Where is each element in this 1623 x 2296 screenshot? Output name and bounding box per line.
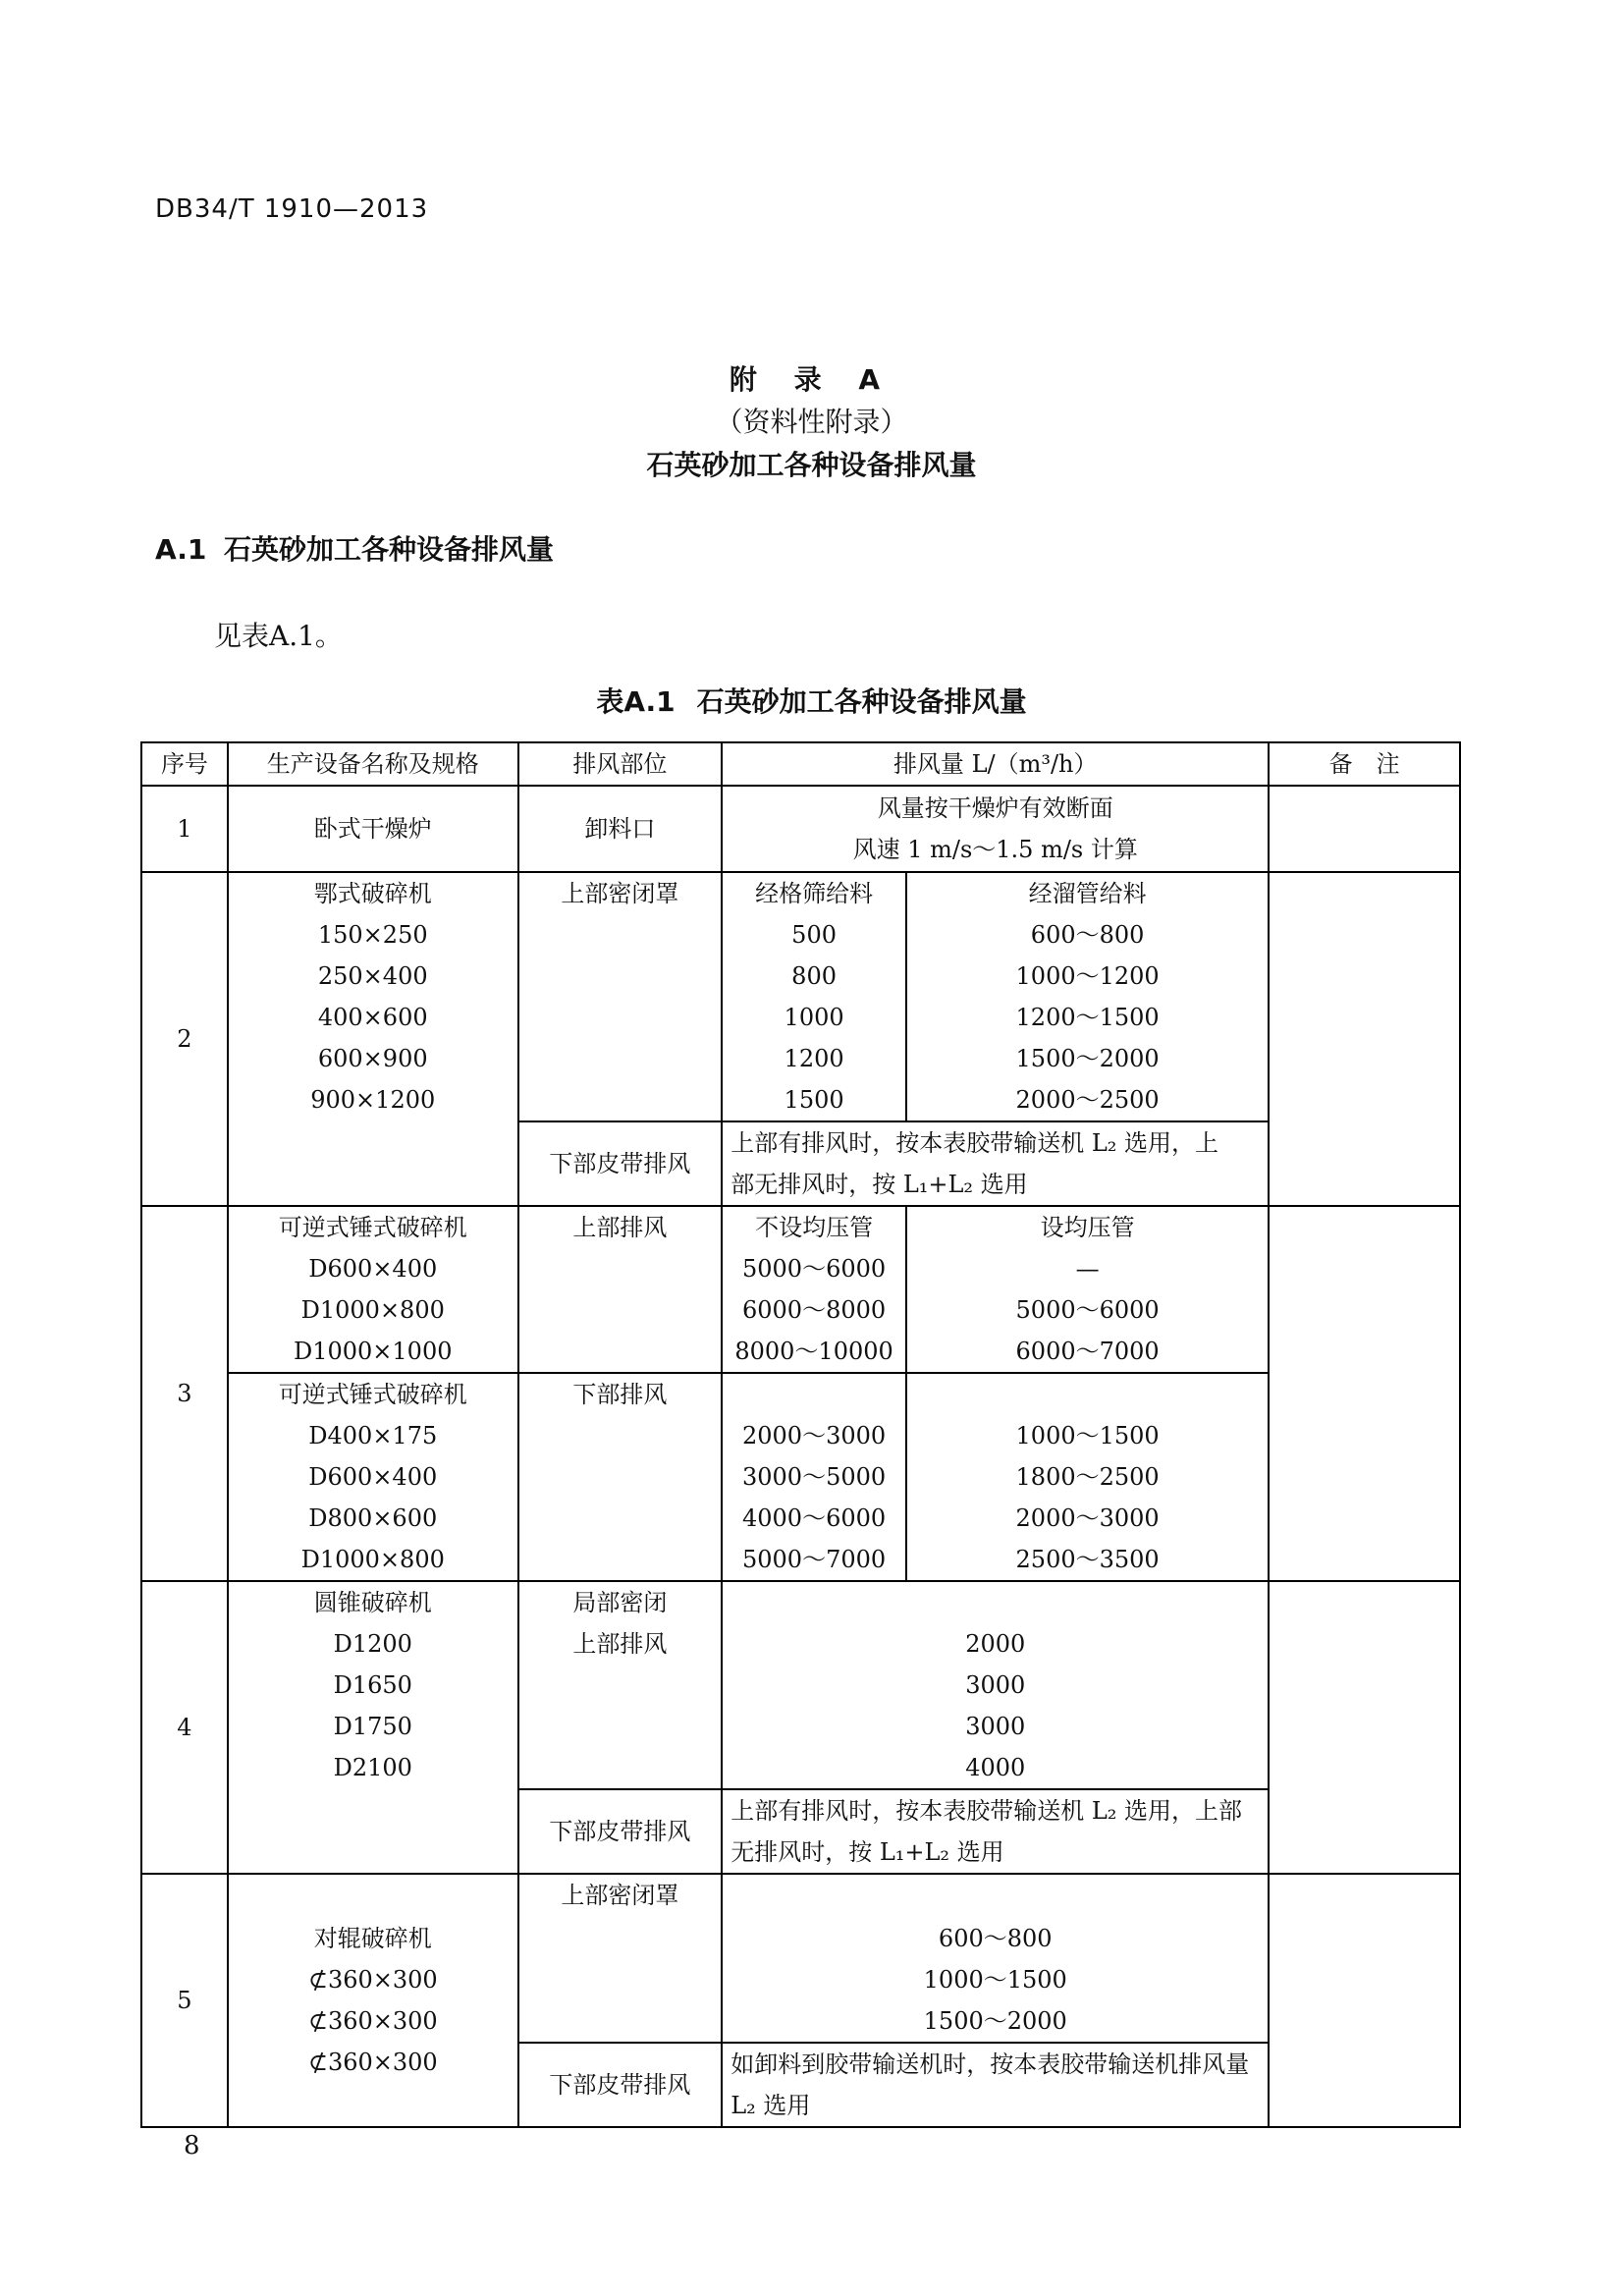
row5-volume-value: 600～800 bbox=[938, 1925, 1053, 1952]
row5-bottom-note: 如卸料到胶带输送机时，按本表胶带输送机排风量 L₂ 选用 bbox=[722, 2043, 1269, 2127]
row2-col-b-header: 经溜管给料 bbox=[1028, 880, 1147, 907]
row3-col-b-value: 6000～7000 bbox=[1015, 1338, 1160, 1365]
row2-col-b-value: 1500～2000 bbox=[1015, 1045, 1160, 1072]
row5-position-top: 上部密闭罩 bbox=[518, 1874, 723, 2043]
row5-volume-value: 1500～2000 bbox=[923, 2007, 1067, 2035]
row1-remark bbox=[1269, 786, 1460, 872]
row1-volume-line2: 风速 1 m/s～1.5 m/s 计算 bbox=[852, 836, 1138, 863]
row4-position-top bbox=[518, 1581, 723, 1789]
row2-bottom-note-line1: 上部有排风时，按本表胶带输送机 L₂ 选用，上 bbox=[730, 1129, 1219, 1157]
row3-equipment-a bbox=[228, 1206, 518, 1373]
row4-bottom-note-line1: 上部有排风时，按本表胶带输送机 L₂ 选用，上部 bbox=[730, 1797, 1243, 1825]
row3-spec: D400×175 bbox=[308, 1422, 438, 1449]
row3-col-b-a bbox=[906, 1206, 1269, 1373]
row3-col-a-value: 2000～3000 bbox=[742, 1422, 887, 1449]
row4-bottom-note bbox=[722, 1789, 1269, 1874]
row3-col-a-value: 4000～6000 bbox=[742, 1504, 887, 1532]
row1-volume bbox=[722, 786, 1269, 872]
row2-col-b-value: 1000～1200 bbox=[1015, 962, 1160, 990]
row3-col-b-b bbox=[906, 1373, 1269, 1581]
table-caption-title: 石英砂加工各种设备排风量 bbox=[696, 685, 1027, 718]
row2-spec: 900×1200 bbox=[310, 1086, 436, 1114]
table-row bbox=[141, 872, 1460, 1121]
row4-position-line2: 上部排风 bbox=[572, 1630, 668, 1658]
row2-position-bottom: 下部皮带排风 bbox=[518, 1121, 723, 1206]
row4-volume-value: 3000 bbox=[965, 1671, 1026, 1699]
row3-col-b-value: 2500～3500 bbox=[1015, 1546, 1160, 1573]
row3-col-a-value: 5000～6000 bbox=[742, 1255, 887, 1283]
row4-seq: 4 bbox=[141, 1581, 228, 1874]
row3-equipment-name: 可逆式锤式破碎机 bbox=[278, 1381, 467, 1408]
row2-col-b-value: 1200～1500 bbox=[1015, 1004, 1160, 1031]
header-position: 排风部位 bbox=[518, 742, 723, 786]
row5-remark bbox=[1269, 1874, 1460, 2127]
header-equipment: 生产设备名称及规格 bbox=[228, 742, 518, 786]
row5-volume-value: 1000～1500 bbox=[923, 1966, 1067, 1994]
row3-col-b-value: 2000～3000 bbox=[1015, 1504, 1160, 1532]
table-row bbox=[141, 1373, 1460, 1581]
row4-spec: D1750 bbox=[333, 1713, 412, 1740]
row4-spec: D1200 bbox=[333, 1630, 412, 1658]
row1-equipment: 卧式干燥炉 bbox=[228, 786, 518, 872]
row2-position-top: 上部密闭罩 bbox=[518, 872, 723, 1121]
row4-position-line1: 局部密闭 bbox=[572, 1589, 668, 1616]
row2-spec: 250×400 bbox=[317, 962, 428, 990]
row2-col-b-value: 600～800 bbox=[1030, 921, 1145, 949]
row2-col-a-value: 1500 bbox=[784, 1086, 844, 1114]
header-remark: 备 注 bbox=[1269, 742, 1460, 786]
row2-equipment bbox=[228, 872, 518, 1206]
row3-position-a: 上部排风 bbox=[518, 1206, 723, 1373]
row5-position-bottom: 下部皮带排风 bbox=[518, 2043, 723, 2127]
row1-volume-line1: 风量按干燥炉有效断面 bbox=[877, 794, 1113, 822]
row3-col-b-header: 设均压管 bbox=[1040, 1214, 1135, 1241]
row5-spec: ⊄360×300 bbox=[307, 2007, 438, 2035]
row1-seq: 1 bbox=[141, 786, 228, 872]
row2-col-a-value: 1000 bbox=[784, 1004, 844, 1031]
row2-spec: 150×250 bbox=[317, 921, 428, 949]
row2-bottom-note bbox=[722, 1121, 1269, 1206]
row3-spec: D1000×1000 bbox=[293, 1338, 453, 1365]
row3-spec: D1000×800 bbox=[300, 1546, 445, 1573]
row1-position: 卸料口 bbox=[518, 786, 723, 872]
row2-col-a-header: 经格筛给料 bbox=[755, 880, 874, 907]
row4-position-bottom: 下部皮带排风 bbox=[518, 1789, 723, 1874]
page-number: 8 bbox=[184, 2131, 200, 2160]
standard-code: DB34/T 1910—2013 bbox=[155, 194, 429, 224]
row4-equipment-name: 圆锥破碎机 bbox=[313, 1589, 432, 1616]
row2-col-a-value: 500 bbox=[791, 921, 837, 949]
row4-equipment bbox=[228, 1581, 518, 1874]
row2-col-a bbox=[722, 872, 906, 1121]
row3-seq: 3 bbox=[141, 1206, 228, 1581]
row2-bottom-note-line2: 部无排风时，按 L₁+L₂ 选用 bbox=[730, 1171, 1028, 1198]
row2-remark bbox=[1269, 872, 1460, 1206]
row4-volume-value: 3000 bbox=[965, 1713, 1026, 1740]
row2-equipment-name: 鄂式破碎机 bbox=[313, 880, 432, 907]
table-caption bbox=[0, 681, 1623, 720]
appendix-name: 石英砂加工各种设备排风量 bbox=[646, 449, 977, 481]
row3-spec: D800×600 bbox=[308, 1504, 438, 1532]
table-header-row bbox=[141, 742, 1460, 786]
row3-col-a-a bbox=[722, 1206, 906, 1373]
see-table-text: 见表A.1。 bbox=[214, 620, 343, 652]
row4-volume-value: 2000 bbox=[965, 1630, 1026, 1658]
table-row bbox=[141, 1206, 1460, 1373]
row4-remark bbox=[1269, 1581, 1460, 1874]
section-heading bbox=[155, 528, 554, 568]
exhaust-volume-table bbox=[140, 741, 1461, 2128]
row3-col-a-b bbox=[722, 1373, 906, 1581]
row2-col-a-value: 800 bbox=[791, 962, 837, 990]
row4-spec: D1650 bbox=[333, 1671, 412, 1699]
row3-col-b-value: 5000～6000 bbox=[1015, 1296, 1160, 1324]
row3-position-b: 下部排风 bbox=[518, 1373, 723, 1581]
row3-col-b-value: — bbox=[1075, 1255, 1100, 1283]
row2-seq: 2 bbox=[141, 872, 228, 1206]
row3-col-b-value: 1000～1500 bbox=[1015, 1422, 1160, 1449]
row2-col-a-value: 1200 bbox=[784, 1045, 844, 1072]
row2-spec: 400×600 bbox=[317, 1004, 428, 1031]
row5-seq: 5 bbox=[141, 1874, 228, 2127]
row4-volumes bbox=[722, 1581, 1269, 1789]
row4-volume-value: 4000 bbox=[965, 1754, 1026, 1781]
table-row bbox=[141, 1874, 1460, 2043]
row5-volumes bbox=[722, 1874, 1269, 2043]
row3-equipment-b bbox=[228, 1373, 518, 1581]
row2-spec: 600×900 bbox=[317, 1045, 428, 1072]
row3-spec: D600×400 bbox=[308, 1255, 438, 1283]
row5-spec: ⊄360×300 bbox=[307, 1966, 438, 1994]
row3-col-a-header: 不设均压管 bbox=[755, 1214, 874, 1241]
header-seq: 序号 bbox=[141, 742, 228, 786]
row3-col-a-value: 6000～8000 bbox=[742, 1296, 887, 1324]
row3-spec: D600×400 bbox=[308, 1463, 438, 1491]
row3-equipment-name: 可逆式锤式破碎机 bbox=[278, 1214, 467, 1241]
row5-spec: ⊄360×300 bbox=[307, 2049, 438, 2076]
table-row bbox=[141, 786, 1460, 872]
appendix-type: （资料性附录） bbox=[715, 406, 908, 438]
header-volume: 排风量 L/（m³/h） bbox=[722, 742, 1269, 786]
row3-spec: D1000×800 bbox=[300, 1296, 445, 1324]
row3-remark bbox=[1269, 1206, 1460, 1581]
appendix-title: 附 录 A bbox=[729, 363, 894, 396]
row2-col-b-value: 2000～2500 bbox=[1015, 1086, 1160, 1114]
row3-col-a-value: 3000～5000 bbox=[742, 1463, 887, 1491]
section-number: A.1 bbox=[155, 533, 207, 566]
row5-equipment-name: 对辊破碎机 bbox=[313, 1925, 432, 1952]
row4-bottom-note-line2: 无排风时，按 L₁+L₂ 选用 bbox=[730, 1838, 1004, 1866]
row5-equipment bbox=[228, 1874, 518, 2127]
row2-col-b bbox=[906, 872, 1269, 1121]
row3-col-a-value: 8000～10000 bbox=[734, 1338, 893, 1365]
row3-col-a-value: 5000～7000 bbox=[742, 1546, 887, 1573]
table-row bbox=[141, 1581, 1460, 1789]
row4-spec: D2100 bbox=[333, 1754, 412, 1781]
section-title: 石英砂加工各种设备排风量 bbox=[224, 533, 555, 566]
table-caption-number: 表A.1 bbox=[596, 685, 676, 718]
row3-col-b-value: 1800～2500 bbox=[1015, 1463, 1160, 1491]
